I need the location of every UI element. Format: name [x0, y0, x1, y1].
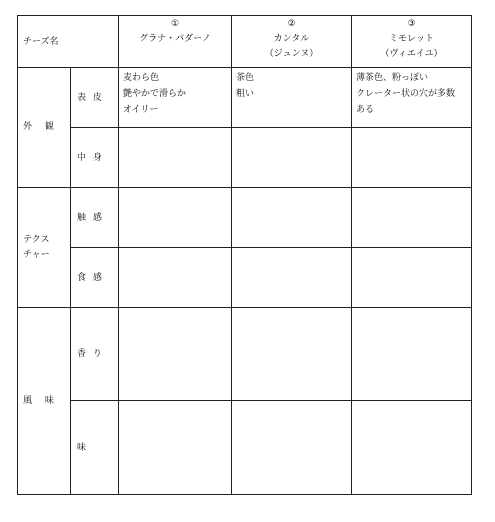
appearance-group-label: 外 観 [18, 68, 71, 188]
cheese-2-note: （ジュンヌ） [264, 49, 319, 59]
cheese-1-skin-line-1: 麦わら色 [123, 73, 160, 83]
cheese-name-header: チーズ名 [18, 16, 119, 68]
header-row [18, 16, 472, 68]
mouthfeel-row-label: 食 感 [71, 248, 119, 308]
cheese-3-mouthfeel-cell[interactable] [352, 248, 472, 308]
flavor-group-label: 風 味 [18, 308, 71, 495]
cheese-1-skin-line-3: オイリー [123, 105, 159, 115]
cheese-2-inside-cell[interactable] [232, 128, 352, 188]
cheese-2-header [232, 16, 352, 68]
inside-row-label: 中 身 [71, 128, 119, 188]
cheese-2-mouthfeel-cell[interactable] [232, 248, 352, 308]
flavor-aroma-row [18, 308, 472, 401]
cheese-1-name: グラナ・パダーノ [139, 34, 211, 44]
texture-mouth-row [18, 248, 472, 308]
cheese-3-number: ③ [407, 19, 416, 29]
taste-row-label: 味 [71, 401, 119, 495]
cheese-3-skin-line-1: 薄茶色、粉っぽい [356, 73, 429, 83]
cheese-2-skin-cell[interactable] [232, 68, 352, 128]
cheese-3-header [352, 16, 472, 68]
aroma-row-label: 香 り [71, 308, 119, 401]
appearance-skin-row [18, 68, 472, 128]
cheese-3-name: ミモレット [389, 34, 434, 44]
cheese-3-skin-line-3: ある [356, 105, 375, 115]
cheese-3-aroma-cell[interactable] [352, 308, 472, 401]
cheese-2-touch-cell[interactable] [232, 188, 352, 248]
cheese-1-taste-cell[interactable] [119, 401, 232, 495]
cheese-comparison-table [17, 15, 472, 495]
flavor-taste-row [18, 401, 472, 495]
texture-group-label-line-1: テクス [23, 234, 50, 245]
cheese-2-aroma-cell[interactable] [232, 308, 352, 401]
cheese-2-skin-line-1: 茶色 [236, 73, 255, 83]
cheese-2-number: ② [287, 19, 296, 29]
cheese-3-skin-line-2: クレーター状の穴が多数 [356, 89, 456, 99]
skin-row-label: 表 皮 [71, 68, 119, 128]
cheese-3-skin-cell[interactable] [352, 68, 472, 128]
cheese-1-aroma-cell[interactable] [119, 308, 232, 401]
texture-group-label [18, 188, 71, 308]
cheese-3-inside-cell[interactable] [352, 128, 472, 188]
texture-group-label-line-2: チャー [23, 249, 50, 260]
touch-row-label: 触 感 [71, 188, 119, 248]
cheese-1-mouthfeel-cell[interactable] [119, 248, 232, 308]
cheese-tasting-sheet [17, 15, 471, 494]
cheese-3-note: （ヴィエイユ） [380, 49, 443, 59]
appearance-inside-row [18, 128, 472, 188]
cheese-3-taste-cell[interactable] [352, 401, 472, 495]
cheese-1-header [119, 16, 232, 68]
cheese-2-skin-line-2: 粗い [236, 89, 255, 99]
cheese-1-skin-cell[interactable] [119, 68, 232, 128]
cheese-2-name: カンタル [273, 34, 310, 44]
cheese-1-skin-line-2: 艶やかで滑らか [123, 89, 187, 99]
cheese-1-number: ① [170, 19, 180, 29]
cheese-1-inside-cell[interactable] [119, 128, 232, 188]
cheese-3-touch-cell[interactable] [352, 188, 472, 248]
texture-touch-row [18, 188, 472, 248]
cheese-2-taste-cell[interactable] [232, 401, 352, 495]
cheese-1-touch-cell[interactable] [119, 188, 232, 248]
